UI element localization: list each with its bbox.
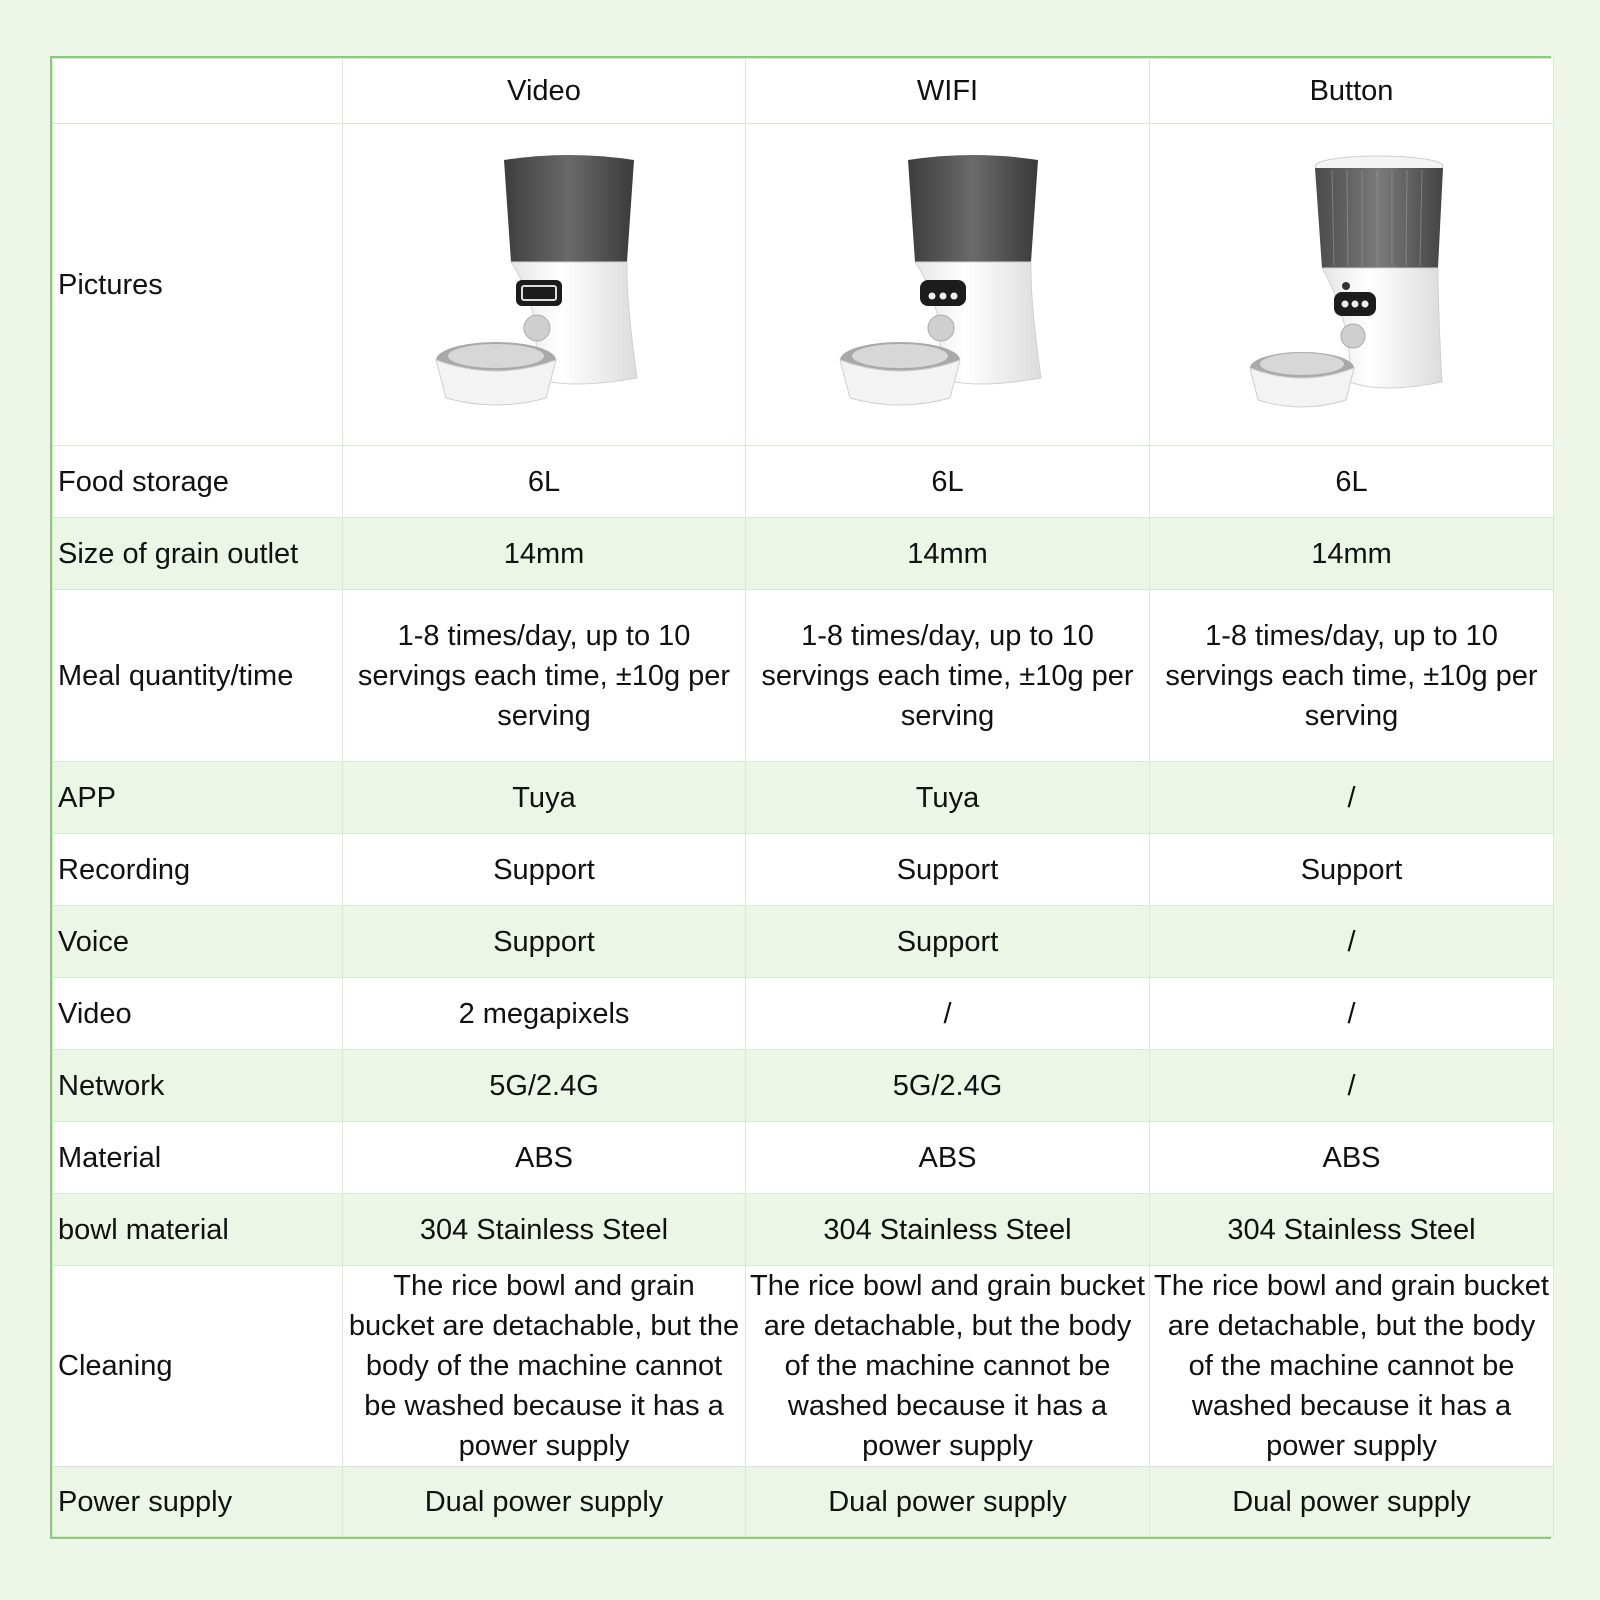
meal-wifi [746, 590, 1150, 762]
cleaning-row [53, 1266, 1554, 1467]
grain-outlet-video: 14mm [343, 518, 746, 590]
recording-button: Support [1150, 834, 1554, 906]
grain-outlet-row [53, 518, 1554, 590]
recording-video: Support [343, 834, 746, 906]
meal-video [343, 590, 746, 762]
power-supply-button: Dual power supply [1150, 1467, 1554, 1537]
video-wifi: / [746, 978, 1150, 1050]
pictures-row [53, 124, 1554, 446]
row-label-video: Video [53, 978, 343, 1050]
network-row [53, 1050, 1554, 1122]
voice-button: / [1150, 906, 1554, 978]
row-label-recording: Recording [53, 834, 343, 906]
header-button: Button [1150, 59, 1554, 124]
voice-wifi: Support [746, 906, 1150, 978]
material-button: ABS [1150, 1122, 1554, 1194]
pet-feeder-wifi-image [838, 150, 1058, 420]
video-row [53, 978, 1554, 1050]
pet-feeder-button-image [1242, 150, 1462, 420]
row-label-food-storage: Food storage [53, 446, 343, 518]
cleaning-button [1150, 1266, 1554, 1467]
row-label-app: APP [53, 762, 343, 834]
picture-video-cell [343, 124, 746, 446]
meal-button-text: 1-8 times/day, up to 10 servings each time, ±10g per serving [1165, 619, 1538, 732]
food-storage-button: 6L [1150, 446, 1554, 518]
cleaning-wifi-text: The rice bowl and grain bucket are detachable, but the body of the machine cannot be washed because it has a power supply [750, 1270, 1145, 1462]
bowl-material-row [53, 1194, 1554, 1266]
meal-wifi-text: 1-8 times/day, up to 10 servings each time, ±10g per serving [761, 619, 1134, 732]
row-label-bowl-material: bowl material [53, 1194, 343, 1266]
meal-button [1150, 590, 1554, 762]
header-row [53, 59, 1554, 124]
picture-wifi-cell [746, 124, 1150, 446]
material-wifi: ABS [746, 1122, 1150, 1194]
video-video: 2 megapixels [343, 978, 746, 1050]
app-button: / [1150, 762, 1554, 834]
food-storage-wifi: 6L [746, 446, 1150, 518]
material-video: ABS [343, 1122, 746, 1194]
voice-row [53, 906, 1554, 978]
material-row [53, 1122, 1554, 1194]
row-label-cleaning: Cleaning [53, 1266, 343, 1467]
network-button: / [1150, 1050, 1554, 1122]
row-label-material: Material [53, 1122, 343, 1194]
header-wifi: WIFI [746, 59, 1150, 124]
power-supply-wifi: Dual power supply [746, 1467, 1150, 1537]
comparison-table [50, 56, 1551, 1539]
row-label-pictures: Pictures [53, 124, 343, 446]
recording-wifi: Support [746, 834, 1150, 906]
app-wifi: Tuya [746, 762, 1150, 834]
cleaning-wifi [746, 1266, 1150, 1467]
row-label-voice: Voice [53, 906, 343, 978]
meal-video-text: 1-8 times/day, up to 10 servings each time, ±10g per serving [357, 619, 731, 732]
video-button: / [1150, 978, 1554, 1050]
bowl-material-video: 304 Stainless Steel [343, 1194, 746, 1266]
bowl-material-button: 304 Stainless Steel [1150, 1194, 1554, 1266]
row-label-meal: Meal quantity/time [53, 590, 343, 762]
voice-video: Support [343, 906, 746, 978]
row-label-power-supply: Power supply [53, 1467, 343, 1537]
power-supply-video: Dual power supply [343, 1467, 746, 1537]
food-storage-row [53, 446, 1554, 518]
cleaning-video [343, 1266, 746, 1467]
pet-feeder-video-image [434, 150, 654, 420]
app-row [53, 762, 1554, 834]
picture-button-cell [1150, 124, 1554, 446]
app-video: Tuya [343, 762, 746, 834]
food-storage-video: 6L [343, 446, 746, 518]
meal-row [53, 590, 1554, 762]
row-label-network: Network [53, 1050, 343, 1122]
header-video: Video [343, 59, 746, 124]
network-wifi: 5G/2.4G [746, 1050, 1150, 1122]
grain-outlet-wifi: 14mm [746, 518, 1150, 590]
bowl-material-wifi: 304 Stainless Steel [746, 1194, 1150, 1266]
header-empty-cell [53, 59, 343, 124]
row-label-grain-outlet: Size of grain outlet [53, 518, 343, 590]
grain-outlet-button: 14mm [1150, 518, 1554, 590]
network-video: 5G/2.4G [343, 1050, 746, 1122]
power-supply-row [53, 1467, 1554, 1537]
cleaning-button-text: The rice bowl and grain bucket are detachable, but the body of the machine cannot be washed because it has a power supply [1154, 1270, 1549, 1462]
cleaning-video-text: The rice bowl and grain bucket are detachable, but the body of the machine cannot be washed because it has a power supply [348, 1270, 740, 1462]
recording-row [53, 834, 1554, 906]
feeder-comparison-table [52, 58, 1554, 1537]
